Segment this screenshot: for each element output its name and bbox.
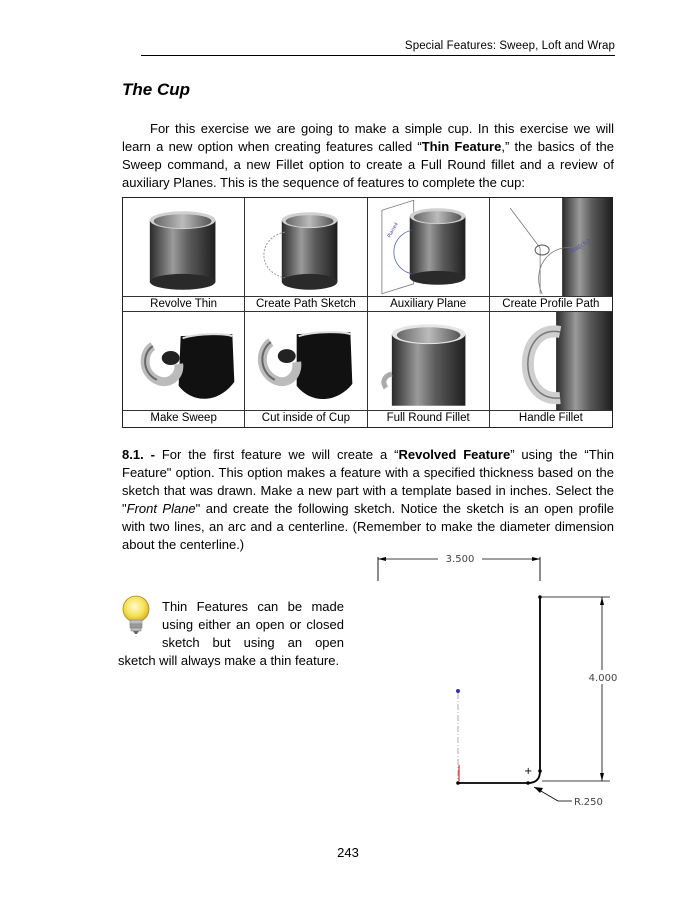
step-italic-term: Front Plane: [126, 501, 196, 516]
cut-inside-image: [245, 312, 367, 410]
header-rule: [141, 55, 615, 56]
profile-path-image: [490, 198, 612, 296]
height-dimension: 4.000: [588, 673, 618, 684]
caption-profile-path: Create Profile Path: [490, 296, 612, 312]
profile-sketch: [458, 597, 540, 783]
step-bold-term: Revolved Feature: [398, 447, 511, 462]
caption-handle-fillet: Handle Fillet: [490, 410, 612, 427]
svg-text:+: +: [524, 766, 533, 777]
cup-cut-illustration: [245, 312, 366, 410]
intro-text-2: ,” the basics of the Sweep command, a new Fillet option to create a Full Round fillet and a review of auxiliary Planes. This is the sequence of features to complete the cup:: [122, 139, 614, 190]
step-text-2: ” using the “Thin Feature" option. This option makes a feature with a specified thickness based on the sketch that was drawn. Make a new part with a template based in inches. Select the ": [122, 447, 615, 516]
step-number: 8.1. -: [122, 447, 155, 462]
step-text-3: " and create the following sketch. Notice the sketch is an open profile with two lines, an arc and a centerline. (Remember to make the diameter dimension about the centerline.): [122, 501, 614, 552]
step-text-1: For the first feature we will create a “: [154, 447, 399, 462]
tip-text: Thin Features can be made using either an open or closed sketch but using an open sketch will always make a thin feature.: [118, 599, 344, 668]
cup-profile-path-illustration: [490, 198, 612, 296]
width-dimension: 3.500: [445, 554, 475, 565]
intro-text-1: For this exercise we are going to make a simple cup. In this exercise we will learn a new option when creating features called “: [122, 121, 614, 154]
plane-label-tag: Plane4: [385, 221, 400, 240]
cup-aux-plane-illustration: [368, 198, 489, 296]
cup-revolve-thin-illustration: [123, 198, 244, 296]
path-sketch-image: [245, 198, 367, 296]
feature-sequence-grid: [122, 197, 613, 428]
auxiliary-plane-image: [368, 198, 490, 296]
caption-full-round-fillet: Full Round Fillet: [368, 410, 490, 427]
step-paragraph: [122, 446, 614, 554]
caption-revolve-thin: Revolve Thin: [123, 296, 245, 312]
radius-dimension: R.250: [574, 797, 603, 808]
make-sweep-image: [123, 312, 245, 410]
intro-paragraph: [122, 120, 614, 192]
handle-fillet-image: [490, 312, 612, 410]
cup-fillet-illustration: [368, 312, 489, 410]
cup-sweep-illustration: [123, 312, 244, 410]
running-header: Special Features: Sweep, Loft and Wrap: [404, 40, 615, 52]
section-title: The Cup: [122, 80, 190, 99]
cup-handle-illustration: [490, 312, 612, 410]
revolve-thin-image: [123, 198, 245, 296]
sketch-drawing: [360, 545, 640, 825]
cup-path-sketch-illustration: [245, 198, 366, 296]
caption-make-sweep: Make Sweep: [123, 410, 245, 427]
caption-path-sketch: Create Path Sketch: [245, 296, 367, 312]
caption-cut-inside: Cut inside of Cup: [245, 410, 367, 427]
intro-bold-term: Thin Feature: [421, 139, 502, 154]
tip-paragraph: [118, 598, 344, 670]
page-number: 243: [337, 845, 359, 860]
full-round-fillet-image: [368, 312, 490, 410]
path-label-tag: Sketch2: [567, 237, 592, 256]
caption-auxiliary-plane: Auxiliary Plane: [368, 296, 490, 312]
